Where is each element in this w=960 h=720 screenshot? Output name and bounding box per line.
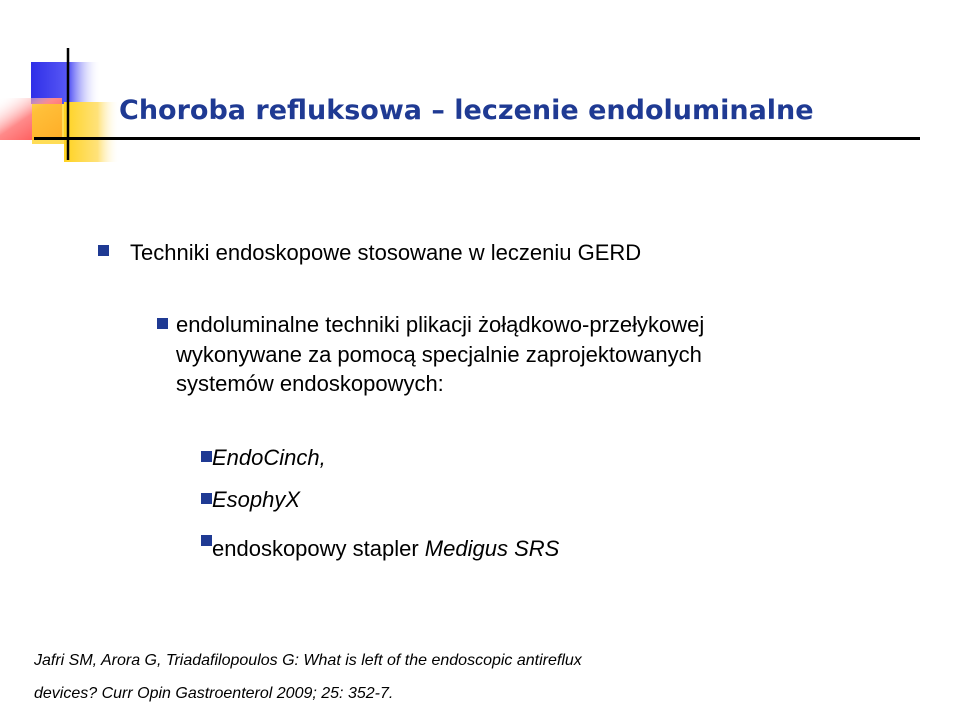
reference-line-2: devices? Curr Opin Gastroenterol 2009; 25: 352-7. — [34, 685, 394, 702]
bullet-level2-line-3: systemów endoskopowych: — [176, 371, 444, 396]
device-medigus-srs — [212, 535, 559, 563]
bullet-level2-line-1: endoluminalne techniki plikacji żołądkowo-przełykowej — [176, 312, 705, 337]
title-divider — [34, 137, 920, 140]
square-bullet-icon — [98, 245, 109, 256]
square-bullet-icon — [201, 535, 212, 546]
colored-squares-logo — [0, 40, 130, 170]
device-medigus-prefix: endoskopowy stapler — [212, 536, 425, 561]
bullet-level1-text: Techniki endoskopowe stosowane w leczeniu GERD — [130, 240, 642, 265]
bullet-level2-line-2: wykonywane za pomocą specjalnie zaprojektowanych — [176, 342, 702, 367]
square-bullet-icon — [201, 451, 212, 462]
slide-title: Choroba refluksowa – leczenie endoluminalne — [119, 95, 814, 126]
reference-line-1: Jafri SM, Arora G, Triadafilopoulos G: What is left of the endoscopic antireflux — [34, 652, 582, 669]
device-esophyx: EsophyX — [212, 487, 301, 512]
device-medigus-name: Medigus SRS — [424, 536, 560, 561]
device-endocinch: EndoCinch, — [212, 445, 326, 470]
square-bullet-icon — [201, 493, 212, 504]
square-bullet-icon — [157, 318, 168, 329]
